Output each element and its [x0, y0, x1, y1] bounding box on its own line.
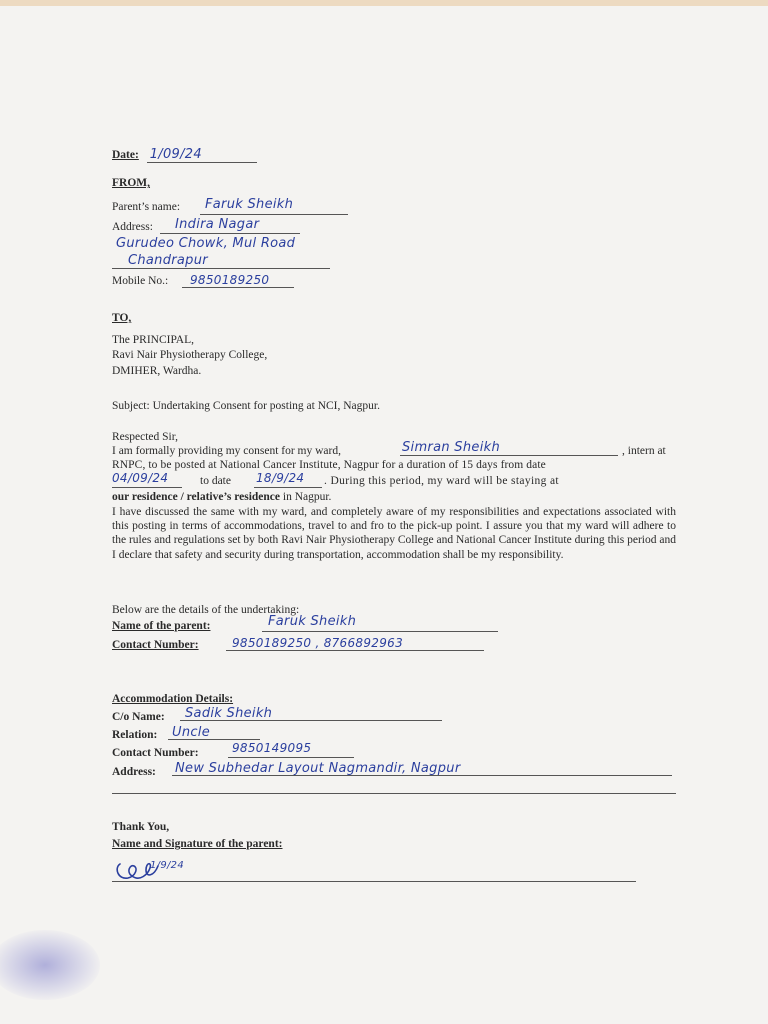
- address-rule-1: [160, 233, 300, 234]
- acc-address-rule-2: [112, 793, 676, 794]
- acc-contact-label: Contact Number:: [112, 747, 199, 759]
- address-label: Address:: [112, 221, 153, 233]
- mobile-rule: [182, 287, 294, 288]
- ward-name: Simran Sheikh: [402, 440, 500, 455]
- thank-you: Thank You,: [112, 821, 170, 833]
- date-value: 1/09/24: [149, 147, 202, 162]
- signature-date: 1/9/24: [150, 860, 184, 871]
- undertaking-contact-label: Contact Number:: [112, 639, 199, 651]
- undertaking-name-rule: [262, 631, 498, 632]
- address-line-2: Gurudeo Chowk, Mul Road: [116, 236, 296, 251]
- undertaking-name-value: Faruk Sheikh: [268, 614, 357, 629]
- acc-address-label: Address:: [112, 766, 156, 778]
- accommodation-heading: Accommodation Details:: [112, 693, 234, 705]
- p1-line-4-tail: in Nagpur.: [282, 491, 332, 503]
- p1-line-3: . During this period, my ward will be staying at: [324, 475, 559, 487]
- date-row: [112, 148, 202, 162]
- acc-contact-value: 9850149095: [232, 741, 312, 755]
- mobile-label: Mobile No.:: [112, 275, 169, 287]
- signature-rule: [112, 881, 636, 882]
- co-name-label: C/o Name:: [112, 711, 165, 723]
- address-rule-3: [112, 268, 330, 269]
- to-line-2: Ravi Nair Physiotherapy College,: [112, 349, 268, 361]
- subject-line: Subject: Undertaking Consent for posting at NCI, Nagpur.: [112, 400, 380, 412]
- co-name-rule: [180, 720, 442, 721]
- residence-bold: our residence / relative’s residence: [112, 491, 280, 503]
- p1-line-4: [112, 490, 331, 504]
- p1-line-1b: , intern at: [622, 445, 666, 457]
- address-line-3: Chandrapur: [128, 253, 208, 268]
- parent-name-rule: [200, 214, 348, 215]
- mobile-value: 9850189250: [190, 273, 270, 287]
- paragraph-2: I have discussed the same with my ward, and completely aware of my responsibilities and expectations associated with this posting in terms of accommodations, travel to and fro to the pick-up point. I assure you that my ward will adhere to the rules and regulations set by both Ravi Nair Physiotherapy College and National Cancer Institute during this period and I declare that safety and security during transportation, accommodation shall be my responsibility.: [112, 506, 676, 561]
- acc-address-rule: [172, 775, 672, 776]
- parent-name-row: [112, 200, 180, 214]
- salutation: Respected Sir,: [112, 431, 178, 443]
- from-date: 04/09/24: [112, 471, 169, 485]
- p1-line-2: RNPC, to be posted at National Cancer Institute, Nagpur for a duration of 15 days from date: [112, 459, 546, 471]
- to-line-1: The PRINCIPAL,: [112, 334, 194, 346]
- date-rule: [147, 162, 257, 163]
- address-line-1: Indira Nagar: [175, 217, 260, 232]
- co-name-value: Sadik Sheikh: [185, 706, 273, 721]
- date-label: Date:: [112, 149, 139, 161]
- relation-rule: [168, 739, 260, 740]
- from-heading: FROM,: [112, 177, 151, 189]
- parent-name-label: Parent’s name:: [112, 201, 181, 213]
- parent-name-value: Faruk Sheikh: [205, 197, 294, 212]
- undertaking-contact-rule: [226, 650, 484, 651]
- to-heading: TO,: [112, 312, 132, 324]
- p1-line-1a: I am formally providing my consent for my ward,: [112, 445, 341, 457]
- signature-label: Name and Signature of the parent:: [112, 838, 283, 850]
- mobile-row: [112, 274, 168, 288]
- p1-to-date: to date: [200, 475, 231, 487]
- from-date-rule: [112, 487, 182, 488]
- to-date-rule: [254, 487, 322, 488]
- undertaking-contact-value: 9850189250 , 8766892963: [232, 636, 404, 650]
- relation-label: Relation:: [112, 729, 158, 741]
- undertaking-name-label: Name of the parent:: [112, 620, 211, 632]
- to-line-3: DMIHER, Wardha.: [112, 365, 202, 377]
- to-date: 18/9/24: [256, 471, 305, 485]
- relation-value: Uncle: [172, 725, 211, 740]
- acc-address-value: New Subhedar Layout Nagmandir, Nagpur: [175, 761, 461, 776]
- undertaking-intro: Below are the details of the undertaking:: [112, 604, 300, 616]
- acc-contact-rule: [228, 757, 354, 758]
- ward-name-rule: [400, 455, 618, 456]
